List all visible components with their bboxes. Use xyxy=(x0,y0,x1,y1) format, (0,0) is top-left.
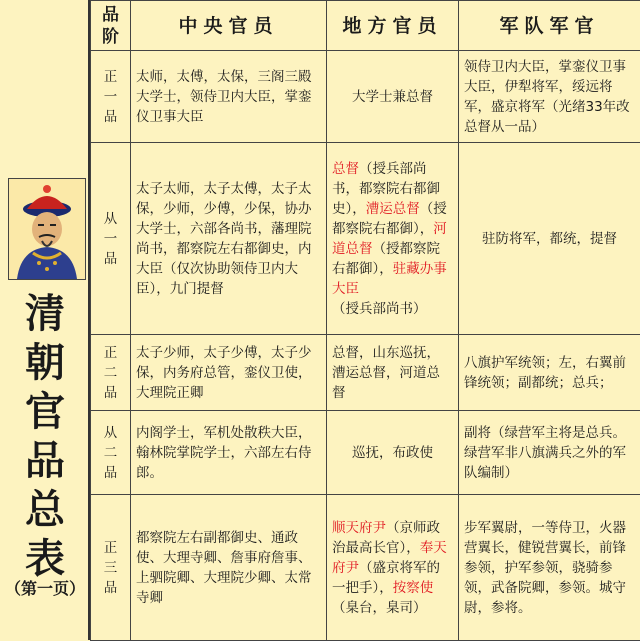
rank-char: 二 xyxy=(96,443,125,463)
local-segment: 驻藏办事大臣 xyxy=(332,261,447,297)
military-cell: 八旗护军统领；左，右翼前锋统领；副都统；总兵； xyxy=(459,335,640,411)
local-cell xyxy=(327,143,459,335)
local-segment: （授都察院右都御）， xyxy=(332,241,440,277)
table-row xyxy=(91,335,640,411)
rank-char: 品 xyxy=(96,463,125,483)
rank-char: 从 xyxy=(96,423,125,443)
local-cell xyxy=(327,335,459,411)
rank-cell xyxy=(91,411,131,495)
title-char: 官 xyxy=(14,388,76,437)
rank-char: 品 xyxy=(96,107,125,127)
rank-char: 二 xyxy=(96,363,125,383)
rank-cell xyxy=(91,335,131,411)
local-segment: 按察使 xyxy=(393,580,434,596)
rank-cell xyxy=(91,495,131,641)
qing-official-portrait-icon xyxy=(8,178,86,280)
military-cell: 副将（绿营军主将是总兵。绿营军非八旗满兵之外的军队编制） xyxy=(459,411,640,495)
rank-char: 品 xyxy=(96,383,125,403)
table-row xyxy=(91,143,640,335)
rank-header xyxy=(91,1,131,51)
page-label: （第一页） xyxy=(0,576,90,599)
military-cell: 步军翼尉，一等侍卫，火器营翼长，健锐营翼长，前锋参领，护军参领，骁骑参领，武备院卿，参领。城守尉，参将。 xyxy=(459,495,640,641)
local-segment: （京师政治最高长官）， xyxy=(332,520,440,556)
rank-char: 正 xyxy=(96,67,125,87)
title-char: 清 xyxy=(14,290,76,339)
title-char: 表 xyxy=(14,535,76,584)
central-cell: 都察院左右副都御史、通政使、大理寺卿、詹事府詹事、上驷院卿、大理院少卿、太常寺卿 xyxy=(131,495,327,641)
central-header: 中央官员 xyxy=(131,1,327,51)
local-segment: （盛京将军的一把手）， xyxy=(332,560,440,596)
central-cell: 太子少师，太子少傅，太子少保，内务府总管，銮仪卫使，大理院正卿 xyxy=(131,335,327,411)
rank-char: 一 xyxy=(96,87,125,107)
table-row xyxy=(91,51,640,143)
rank-char: 三 xyxy=(96,558,125,578)
local-cell xyxy=(327,51,459,143)
rank-cell xyxy=(91,51,131,143)
title-char: 品 xyxy=(14,437,76,486)
local-segment: 漕运总督 xyxy=(366,201,420,217)
local-header: 地方官员 xyxy=(327,1,459,51)
table-row xyxy=(91,411,640,495)
central-cell: 内阁学士，军机处散秩大臣，翰林院掌院学士，六部左右侍郎。 xyxy=(131,411,327,495)
local-segment: 总督 xyxy=(332,161,359,177)
rank-table xyxy=(90,0,640,641)
rank-char: 品 xyxy=(96,249,125,269)
local-segment: 河道总督 xyxy=(332,221,447,257)
local-segment: （授兵部尚书） xyxy=(332,301,427,317)
title-char: 总 xyxy=(14,486,76,535)
local-cell xyxy=(327,495,459,641)
local-segment: （授都察院右都御）， xyxy=(332,201,447,237)
rank-header-char: 品 xyxy=(91,4,130,26)
local-segment: （臬台，臬司） xyxy=(332,600,427,616)
local-segment: 巡抚，布政使 xyxy=(352,445,433,461)
rank-char: 正 xyxy=(96,538,125,558)
header-row xyxy=(91,1,640,51)
military-cell: 领侍卫内大臣，掌銮仪卫事大臣，伊犁将军，绥远将军，盛京将军（光绪33年改总督从一品） xyxy=(459,51,640,143)
rank-header-char: 阶 xyxy=(91,26,130,48)
central-cell: 太子太师，太子太傅，太子太保，少师，少傅，少保，协办大学士，六部各尚书，藩理院尚书，都察院左右都御史，内大臣（仅次协助领侍卫内大臣），九门提督 xyxy=(131,143,327,335)
local-segment: （授兵部尚书，都察院右都御史）， xyxy=(332,161,440,217)
left-panel xyxy=(0,0,90,640)
military-header: 军队军官 xyxy=(459,1,640,51)
local-segment: 顺天府尹 xyxy=(332,520,386,536)
rank-char: 从 xyxy=(96,209,125,229)
rank-char: 品 xyxy=(96,578,125,598)
military-cell: 驻防将军，都统，提督 xyxy=(459,143,640,335)
local-segment: 奉天府尹 xyxy=(332,540,447,576)
rank-char: 正 xyxy=(96,343,125,363)
central-cell: 太师，太傅，太保，三阁三殿大学士，领侍卫内大臣，掌銮仪卫事大臣 xyxy=(131,51,327,143)
local-segment: 总督，山东巡抚，漕运总督，河道总督 xyxy=(332,345,440,401)
chart-title xyxy=(14,290,76,584)
table-row xyxy=(91,495,640,641)
title-char: 朝 xyxy=(14,339,76,388)
local-segment: 大学士兼总督 xyxy=(352,89,433,105)
rank-cell xyxy=(91,143,131,335)
rank-char: 一 xyxy=(96,229,125,249)
local-cell xyxy=(327,411,459,495)
